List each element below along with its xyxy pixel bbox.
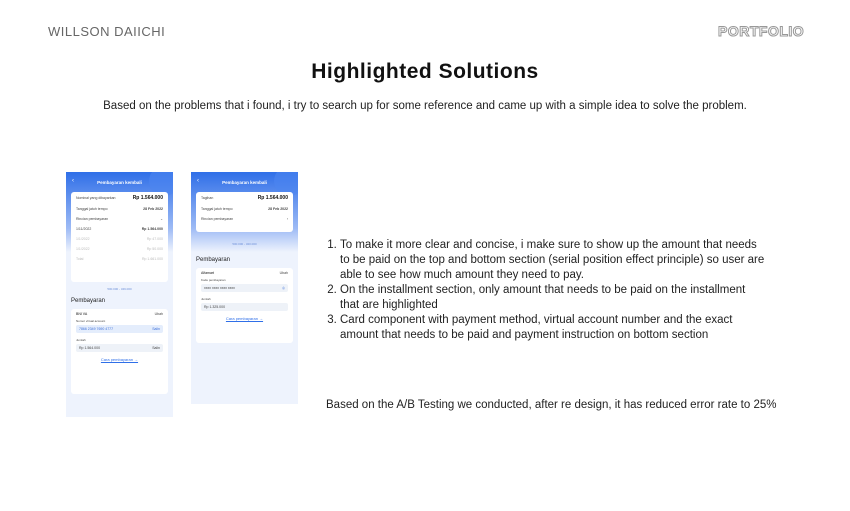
info-note: 500.000 - 320.000 bbox=[232, 242, 257, 246]
brand-name: WILLSON DAIICHI bbox=[48, 24, 166, 39]
solution-point: 2. On the installment section, only amount that needs to be paid on the installment that are highlighted bbox=[340, 283, 766, 313]
phone-mockup-alfamart bbox=[191, 172, 298, 404]
screen-title: Pembayaran kembali bbox=[222, 180, 267, 185]
solution-points bbox=[326, 238, 766, 343]
section-title: Pembayaran bbox=[196, 257, 231, 263]
payment-card: Alfamart Ubah Kode pembayaran xxxx xxxx xxxx xxxx ◎ Jumlah Rp 1.325.000 Cara pembayaran → bbox=[196, 268, 293, 343]
change-button[interactable]: Ubah bbox=[154, 312, 163, 316]
payment-guide-link[interactable]: Cara pembayaran → bbox=[225, 316, 264, 321]
phone-mockup-va bbox=[66, 172, 173, 417]
screen-title: Pembayaran kembali bbox=[97, 180, 142, 185]
section-title: Pembayaran bbox=[71, 298, 106, 304]
portfolio-label: PORTFOLIO bbox=[718, 23, 805, 39]
page-title: Highlighted Solutions bbox=[311, 60, 539, 83]
page-subtitle: Based on the problems that i found, i try to search up for some reference and came up with a simple idea to solve the problem. bbox=[103, 100, 747, 112]
back-icon: ‹ bbox=[197, 178, 199, 184]
summary-card: Nominal yang dibayarkan Rp 1.564.000 Tanggal jatuh tempo 28 Feb 2022 Rincian pembayaran ⌄ 1/11/2022 Rp 1.564.000 1/1/2022 Rp 47.000 1/1/2022 Rp 50.000 Total Rp 1.661.000 bbox=[71, 192, 168, 282]
payment-guide-link[interactable]: Cara pembayaran → bbox=[100, 357, 139, 362]
ab-test-result: Based on the A/B Testing we conducted, after re design, it has reduced error rate to 25% bbox=[326, 399, 777, 411]
info-note: 500.000 - 349.000 bbox=[107, 287, 132, 291]
summary-card: Tagihan Rp 1.564.000 Tanggal jatuh tempo 28 Feb 2022 Rincian pembayaran › bbox=[196, 192, 293, 232]
copy-button[interactable]: Salin bbox=[152, 346, 160, 350]
solution-point: 3. Card component with payment method, virtual account number and the exact amount that needs to be paid and payment instruction on bottom section bbox=[340, 313, 766, 343]
change-button[interactable]: Ubah bbox=[279, 271, 288, 275]
solution-point: 1. To make it more clear and concise, i make sure to show up the amount that needs to be paid on the top and bottom section (serial position effect principle) so user are able to see how much amount they need to pay. bbox=[340, 238, 766, 283]
copy-button[interactable]: Salin bbox=[152, 327, 160, 331]
payment-card: BNI VA Ubah Nomor virtual account 7866 2349 7690 4777 Salin Jumlah Rp 1.564.000 Salin Cara pembayaran → bbox=[71, 309, 168, 394]
back-icon: ‹ bbox=[72, 178, 74, 184]
